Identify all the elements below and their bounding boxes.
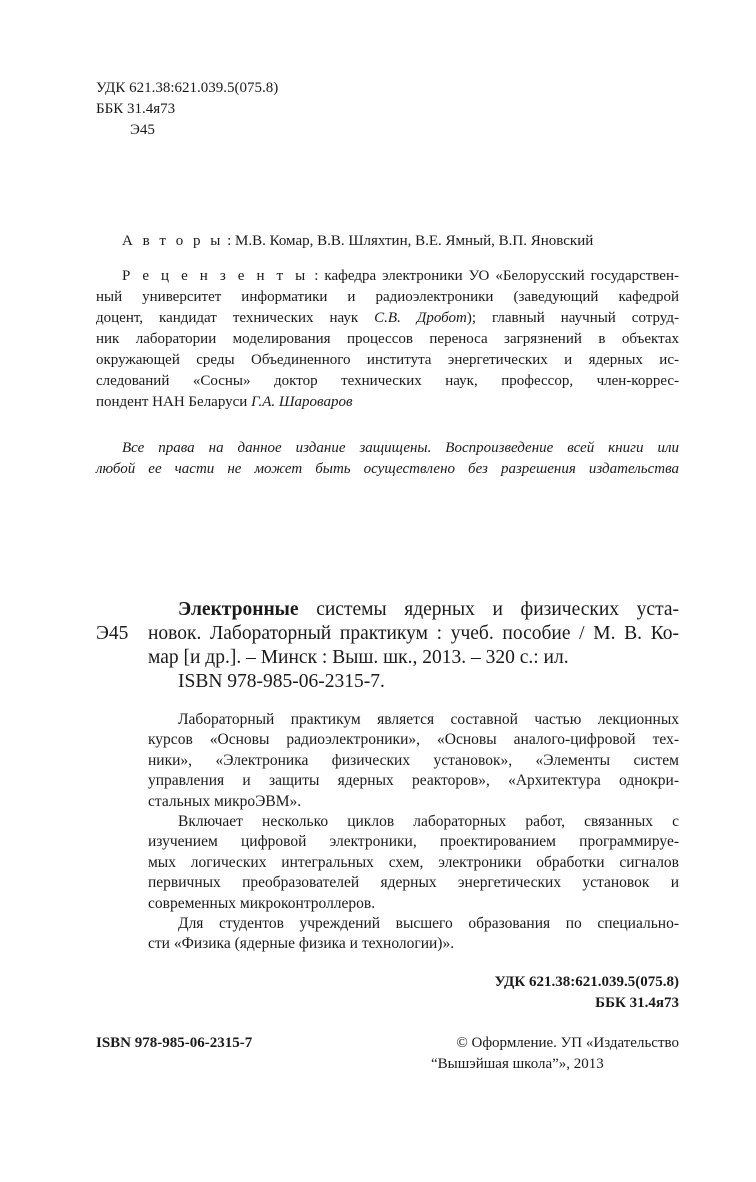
annotation-p2-line: первичных преобразователей ядерных энергетических установок и [148, 874, 679, 892]
annotation-p1-line: стальных микроЭВМ». [148, 792, 302, 810]
authors-sep: : [227, 233, 232, 249]
copyright-line-1: © Оформление. УП «Издательство [456, 1035, 679, 1051]
annotation-p1-line: управления и защиты ядерных реакторов», «Архитектура однокри- [148, 772, 679, 790]
authors-names: М.В. Комар, В.В. Шляхтин, В.Е. Ямный, В.П. Яновский [231, 233, 594, 249]
rights-line-1: Все права на данное издание защищены. Воспроизведение всей книги или [122, 440, 679, 456]
rights-line-2: любой ее части не может быть осуществлено без разрешения издательства [96, 461, 679, 477]
catalog-entry [148, 598, 679, 694]
annotation-p2-line: мых логических интегральных схем, электроники обработки сигналов [148, 853, 679, 871]
reviewers-line-5: окружающей среды Объединенного института энергетических и ядерных ис- [96, 352, 679, 368]
bbk-footer: ББК 31.4я73 [595, 995, 679, 1011]
authors-label: А в т о р ы [122, 233, 224, 249]
udk-header: УДК 621.38:621.039.5(075.8) [96, 80, 279, 96]
catalog-line-4: ISBN 978-985-06-2315-7. [178, 671, 385, 692]
catalog-title-bold: Электронные [178, 599, 299, 620]
catalog-line-2: новок. Лабораторный практикум : учеб. пособие / М. В. Ко- [148, 623, 679, 644]
annotation-p1-line: Лабораторный практикум является составной частью лекционных [178, 711, 679, 728]
reviewers-line-2: ный университет информатики и радиоэлектроники (заведующий кафедрой [96, 289, 679, 305]
isbn-footer: ISBN 978-985-06-2315-7 [96, 1035, 253, 1051]
reviewers-line-6: следований «Сосны» доктор технических наук, профессор, член-коррес- [96, 373, 679, 389]
catalog-line-3: мар [и др.]. – Минск : Выш. шк., 2013. – 320 с.: ил. [148, 647, 569, 668]
annotation-p2-line: изучением цифровой электроники, проектированием программируе- [148, 833, 679, 851]
annotation [148, 710, 679, 955]
reviewers-line-1: Р е ц е н з е н т ы : кафедра электроники УО «Белорусский государствен- [122, 268, 679, 284]
catalog-code: Э45 [96, 623, 129, 644]
reviewers-block [96, 266, 679, 412]
reviewers-line-3: доцент, кандидат технических наук С.В. Дробот); главный научный сотруд- [96, 310, 679, 326]
catalog-line-1: Электронные системы ядерных и физических уста- [178, 599, 679, 620]
authors-line [122, 231, 593, 251]
reviewer-name-drobot: С.В. Дробот [374, 310, 467, 326]
copyright-line-2: “Вышэйшая школа”», 2013 [431, 1056, 604, 1072]
annotation-p2-line: современных микроконтроллеров. [148, 894, 376, 912]
reviewers-line-4: ник лаборатории моделирования процессов переноса загрязнений в объектах [96, 331, 679, 347]
annotation-p3-line: сти «Физика (ядерные физика и технологии)». [148, 935, 455, 953]
bbk-header: ББК 31.4я73 [96, 101, 176, 117]
udk-footer: УДК 621.38:621.039.5(075.8) [494, 974, 679, 990]
annotation-p1-line: ники», «Электроника физических установок», «Элементы систем [148, 751, 679, 769]
rights-notice [96, 438, 679, 479]
reviewers-line-7: пондент НАН Беларуси Г.А. Шароваров [96, 394, 353, 410]
annotation-p1-line: курсов «Основы радиоэлектроники», «Основы аналого-цифровой тех- [148, 731, 679, 749]
annotation-p3-line: Для студентов учреждений высшего образования по специально- [178, 915, 679, 933]
annotation-p2-line: Включает несколько циклов лабораторных работ, связанных с [178, 813, 679, 831]
reviewers-label: Р е ц е н з е н т ы [122, 268, 309, 284]
reviewer-name-sharovarov: Г.А. Шароваров [251, 394, 353, 410]
author-code-header: Э45 [130, 122, 155, 138]
